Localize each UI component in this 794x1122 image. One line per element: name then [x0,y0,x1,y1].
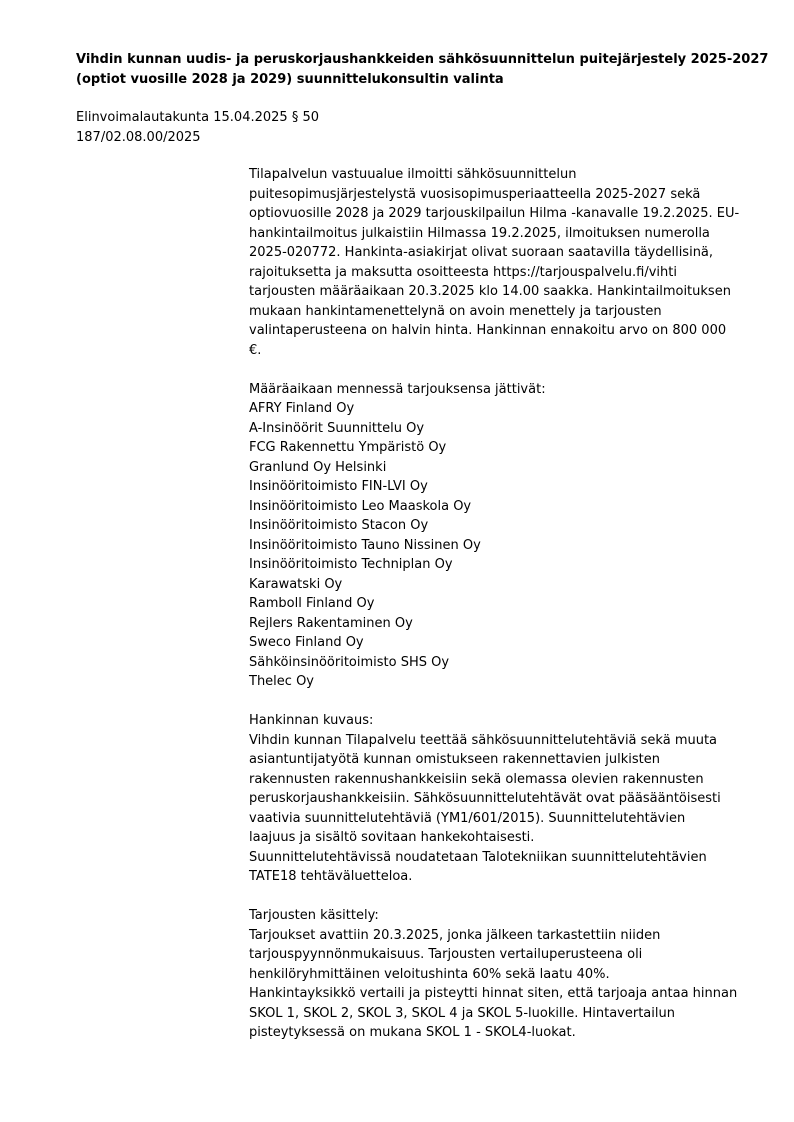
bidders-heading: Määräaikaan mennessä tarjouksensa jättivät: [249,381,546,397]
description-line: rakennusten rakennushankkeisiin sekä olemassa olevien rakennusten [249,771,704,787]
intro-line: valintaperusteena on halvin hinta. Hankinnan ennakoitu arvo on 800 000 [249,323,727,338]
bidders-section [249,380,729,692]
bidder-item: Karawatski Oy [249,576,343,592]
processing-line: Hankintayksikkö vertaili ja pisteytti hinnat siten, että tarjoaja antaa hinnan [249,986,738,1001]
bidder-item: Thelec Oy [249,674,314,689]
bidder-item: Insinööritoimisto Leo Maaskola Oy [249,498,472,514]
intro-line: tarjousten määräaikaan 20.3.2025 klo 14.00 saakka. Hankintailmoituksen [249,284,731,299]
processing-heading: Tarjousten käsittely: [249,908,379,923]
intro-line: optiovuosille 2028 ja 2029 tarjouskilpailun Hilma -kanavalle 19.2.2025. EU- [249,206,740,221]
bidder-item: Insinööritoimisto Tauno Nissinen Oy [249,537,481,553]
intro-line: €. [249,342,262,358]
description-line: Suunnittelutehtävissä noudatetaan Talotekniikan suunnittelutehtävien [249,849,707,865]
intro-line: rajoituksetta ja maksutta osoitteesta https://tarjouspalvelu.fi/vihti [249,264,677,280]
processing-line: SKOL 1, SKOL 2, SKOL 3, SKOL 4 ja SKOL 5-luokille. Hintavertailun [249,1005,675,1021]
processing-section [249,906,738,1043]
paragraph-gap [249,887,729,907]
bidder-item: Sähköinsinööritoimisto SHS Oy [249,654,450,670]
meeting-reference: Elinvoimalautakunta 15.04.2025 § 50 [76,110,319,125]
record-number: 187/02.08.00/2025 [76,130,201,145]
intro-line: puitesopimusjärjestelystä vuosisopimusperiaatteella 2025-2027 sekä [249,186,701,202]
intro-paragraph [249,165,740,360]
processing-line: henkilöryhmittäinen veloitushinta 60% sekä laatu 40%. [249,966,610,982]
processing-line: tarjouspyynnönmukaisuus. Tarjousten vertailuperusteena oli [249,947,643,962]
paragraph-gap [249,692,729,712]
description-line: TATE18 tehtäväluetteloa. [249,869,413,884]
description-line: peruskorjaushankkeisiin. Sähkösuunnittelutehtävät ovat pääsääntöisesti [249,791,721,806]
description-line: Vihdin kunnan Tilapalvelu teettää sähkösuunnittelutehtäviä sekä muuta [249,732,718,748]
intro-line: mukaan hankintamenettelynä on avoin menettely ja tarjousten [249,303,662,319]
bidder-item: Ramboll Finland Oy [249,596,375,611]
paragraph-gap [249,360,729,380]
title-line-1: Vihdin kunnan uudis- ja peruskorjaushankkeiden sähkösuunnittelun puitejärjestely 2025-2027 [76,52,769,67]
bidder-item: AFRY Finland Oy [249,401,355,416]
bidder-item: Insinööritoimisto FIN-LVI Oy [249,479,428,494]
intro-line: 2025-020772. Hankinta-asiakirjat olivat suoraan saatavilla täydellisinä, [249,245,714,260]
description-line: laajuus ja sisältö sovitaan hankekohtaisesti. [249,830,535,845]
bidder-item: Rejlers Rakentaminen Oy [249,615,413,631]
bidder-item: Granlund Oy Helsinki [249,459,387,475]
title-line-2: (optiot vuosille 2028 ja 2029) suunnittelukonsultin valinta [76,72,504,87]
intro-line: hankintailmoitus julkaistiin Hilmassa 19.2.2025, ilmoituksen numerolla [249,225,710,241]
processing-line: pisteytyksessä on mukana SKOL 1 - SKOL4-luokat. [249,1025,576,1040]
description-line: asiantuntijatyötä kunnan omistukseen rakennettavien julkisten [249,752,660,767]
description-section [249,711,729,887]
bidder-item: Insinööritoimisto Techniplan Oy [249,557,453,572]
processing-line: Tarjoukset avattiin 20.3.2025, jonka jälkeen tarkastettiin niiden [249,927,661,943]
description-heading: Hankinnan kuvaus: [249,713,374,728]
description-line: vaativia suunnittelutehtäviä (YM1/601/2015). Suunnittelutehtävien [249,810,686,826]
document-title [76,50,769,90]
bidder-item: Insinööritoimisto Stacon Oy [249,518,429,533]
bidder-item: FCG Rakennettu Ympäristö Oy [249,440,447,455]
intro-line: Tilapalvelun vastuualue ilmoitti sähkösuunnittelun [249,167,577,182]
bidder-item: Sweco Finland Oy [249,635,364,650]
document-body [249,165,740,1043]
document-meta [76,108,319,148]
bidder-item: A-Insinöörit Suunnittelu Oy [249,420,425,436]
